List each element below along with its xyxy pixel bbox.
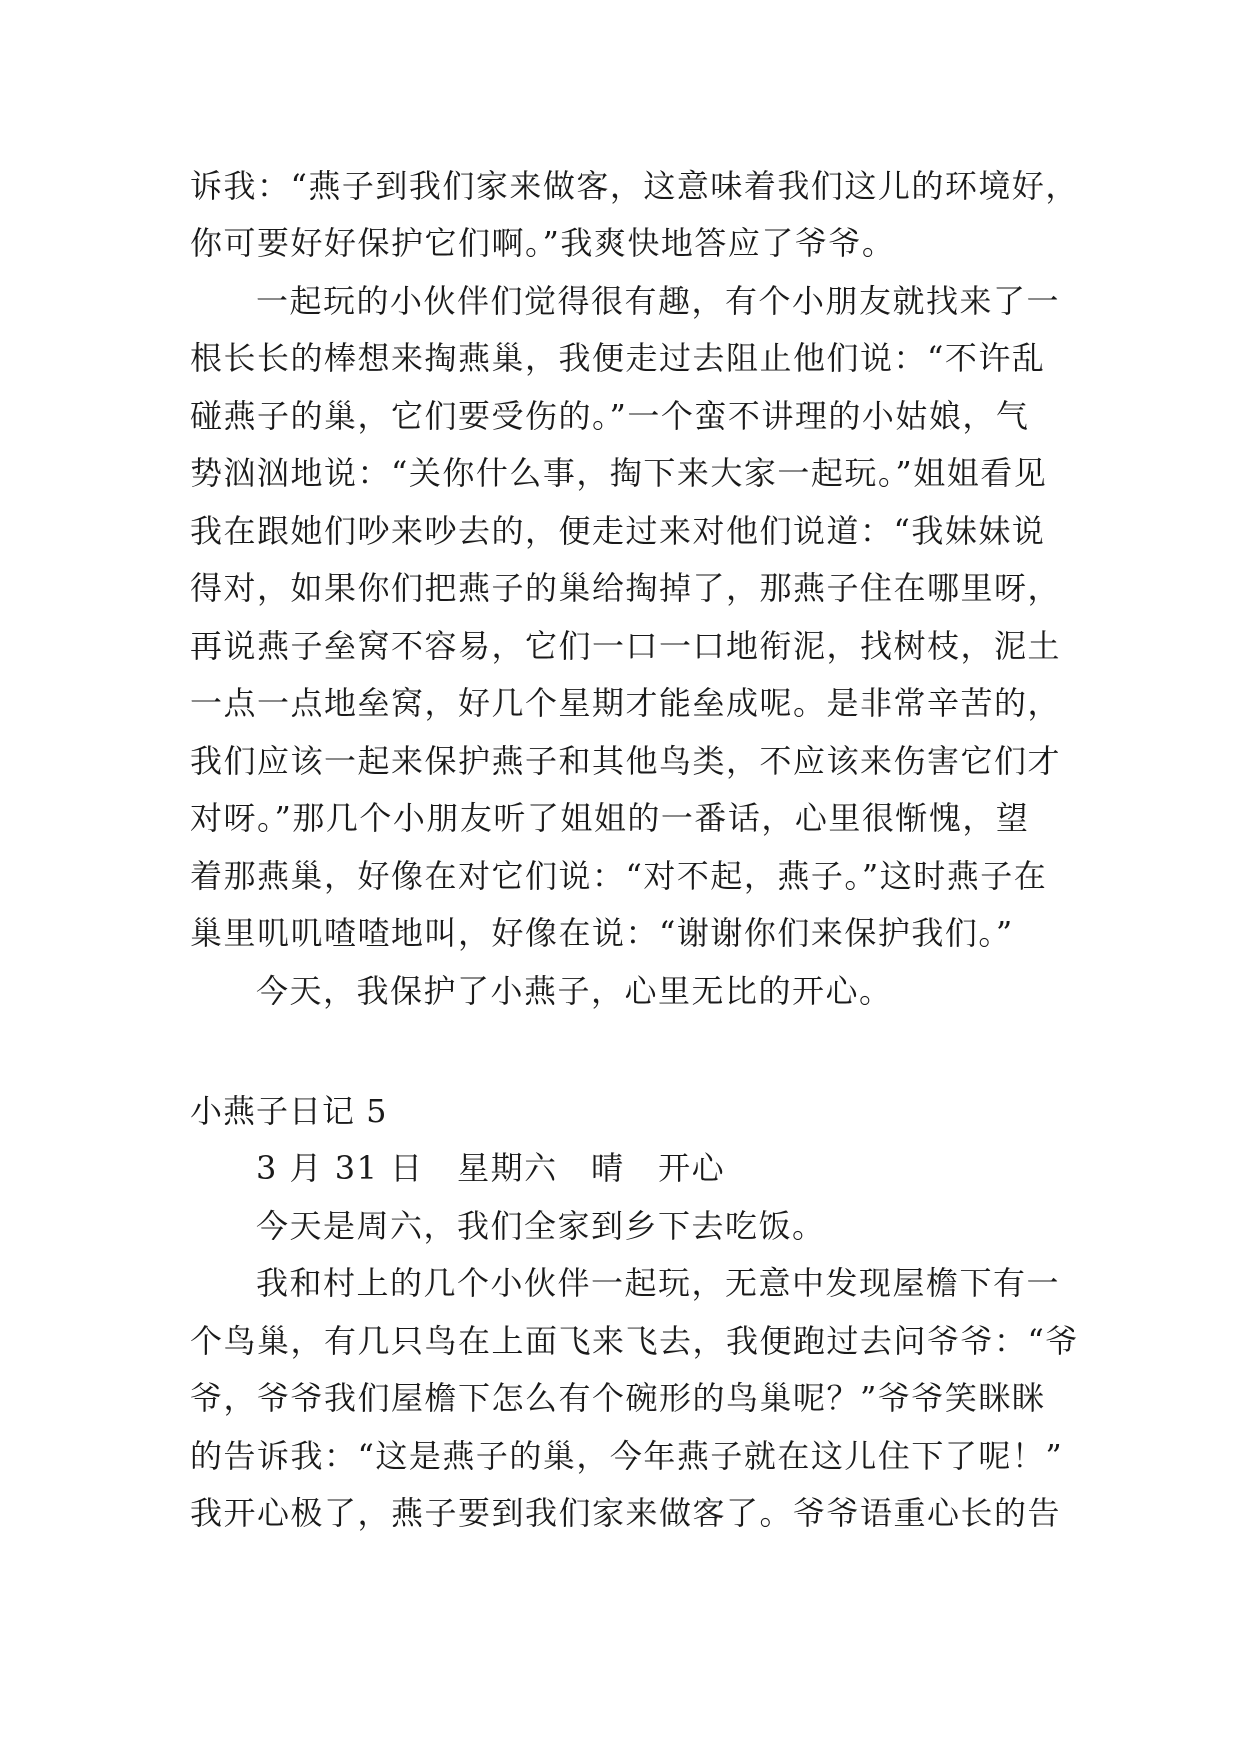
paragraph-line: 我开心极了，燕子要到我们家来做客了。爷爷语重心长的告	[190, 1494, 1062, 1532]
paragraph-line: 势汹汹地说：“关你什么事，掏下来大家一起玩。”姐姐看见	[190, 454, 1048, 492]
paragraph-line: 一点一点地垒窝，好几个星期才能垒成呢。是非常辛苦的，	[190, 684, 1062, 722]
paragraph-line: 着那燕巢，好像在对它们说：“对不起，燕子。”这时燕子在	[190, 857, 1048, 895]
paragraph-line: 个鸟巢，有几只鸟在上面飞来飞去，我便跑过去问爷爷：“爷	[190, 1322, 1079, 1360]
paragraph-line: 今天是周六，我们全家到乡下去吃饭。	[256, 1207, 826, 1245]
paragraph-line: 再说燕子垒窝不容易，它们一口一口地衔泥，找树枝，泥土	[190, 627, 1062, 665]
paragraph-line: 今天，我保护了小燕子，心里无比的开心。	[256, 972, 893, 1010]
paragraph-line: 对呀。”那几个小朋友听了姐姐的一番话，心里很惭愧，望	[190, 799, 1030, 837]
paragraph-line: 我和村上的几个小伙伴一起玩，无意中发现屋檐下有一	[256, 1264, 1061, 1302]
paragraph-line: 碰燕子的巢，它们要受伤的。”一个蛮不讲理的小姑娘，气	[190, 397, 1030, 435]
paragraph-line: 我在跟她们吵来吵去的，便走过来对他们说道：“我妹妹说	[190, 512, 1046, 550]
paragraph-line: 得对，如果你们把燕子的巢给掏掉了，那燕子住在哪里呀，	[190, 569, 1062, 607]
paragraph-line: 一起玩的小伙伴们觉得很有趣，有个小朋友就找来了一	[256, 282, 1061, 320]
paragraph-line: 巢里叽叽喳喳地叫，好像在说：“谢谢你们来保护我们。”	[190, 914, 1014, 952]
diary-date-line: 3 月 31 日 星期六 晴 开心	[256, 1149, 726, 1187]
paragraph-line: 的告诉我：“这是燕子的巢，今年燕子就在这儿住下了呢！”	[190, 1437, 1064, 1475]
section-title: 小燕子日记 5	[190, 1092, 388, 1130]
paragraph-line: 爷，爷爷我们屋檐下怎么有个碗形的鸟巢呢？”爷爷笑眯眯	[190, 1379, 1046, 1417]
paragraph-line: 根长长的棒想来掏燕巢，我便走过去阻止他们说：“不许乱	[190, 339, 1046, 377]
paragraph-line: 你可要好好保护它们啊。”我爽快地答应了爷爷。	[190, 224, 896, 262]
paragraph-line: 我们应该一起来保护燕子和其他鸟类，不应该来伤害它们才	[190, 742, 1062, 780]
paragraph-line: 诉我：“燕子到我们家来做客，这意味着我们这儿的环境好，	[190, 167, 1079, 205]
